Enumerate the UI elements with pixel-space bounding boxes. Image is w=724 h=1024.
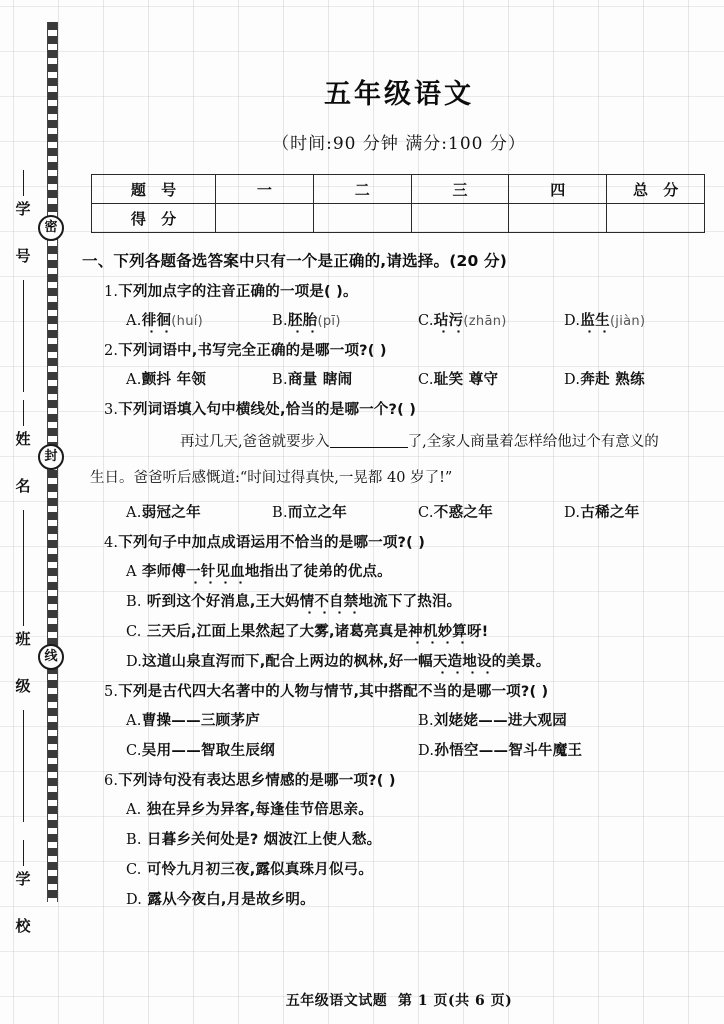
question-6-option-c[interactable]: [126, 858, 710, 879]
option-emphasis: 情不自禁: [299, 594, 359, 610]
option-text: 刘姥姥——进大观园: [433, 713, 568, 729]
page-title: 五年级语文: [324, 79, 474, 110]
question-4-option-c[interactable]: [126, 620, 710, 641]
question-1-number: 1.: [104, 284, 119, 300]
question-2: [82, 339, 710, 389]
score-cell-0[interactable]: [216, 204, 314, 233]
margin-rule: [23, 280, 24, 392]
option-label: B.: [272, 372, 288, 388]
question-6-stem: [104, 769, 710, 790]
option-text: 奔赴 熟练: [580, 372, 645, 388]
margin-rule: [23, 170, 24, 196]
question-5-options-row-2: [126, 739, 710, 760]
option-text-post: 的美景。: [491, 654, 551, 670]
score-table: [91, 174, 705, 233]
score-cell-3[interactable]: [509, 204, 607, 233]
footer-paper-name: 五年级语文试题: [285, 993, 388, 1009]
score-table-col-4: 总 分: [607, 175, 705, 204]
question-5-option-b[interactable]: [418, 709, 710, 730]
option-label: A: [126, 564, 137, 580]
question-1-text: 下列加点字的注音正确的一项是( )。: [118, 284, 358, 300]
footer-page-number: 第 1 页(共 6 页): [398, 993, 513, 1009]
table-row: [92, 175, 705, 204]
option-text: 颤抖 年领: [141, 372, 207, 388]
score-cell-2[interactable]: [411, 204, 509, 233]
option-text: 玷污: [433, 313, 464, 329]
questions-content: [82, 249, 710, 909]
margin-field-school: [2, 840, 44, 944]
option-text-post: 地指出了徒弟的优点。: [244, 564, 392, 580]
question-4-option-b[interactable]: [126, 590, 710, 611]
option-text-post: 呀!: [466, 624, 489, 640]
question-6-option-a[interactable]: [126, 798, 710, 819]
option-label: A.: [126, 802, 142, 818]
option-label: A.: [126, 505, 142, 521]
option-text: 商量 瞎闹: [287, 372, 353, 388]
option-pinyin: (zhān): [463, 314, 507, 329]
option-label: B.: [126, 594, 142, 610]
question-3-stem: [104, 398, 710, 419]
table-row: [92, 204, 705, 233]
question-3-passage-line-2: 生日。爸爸听后感慨道:“时间过得真快,一晃都 40 岁了!”: [90, 470, 453, 486]
option-label: A.: [126, 713, 142, 729]
option-emphasis: 一针见血: [186, 564, 245, 580]
option-text: 徘徊: [141, 313, 172, 329]
question-4-stem: [104, 531, 710, 552]
question-3: [82, 398, 710, 522]
option-text: 而立之年: [287, 505, 348, 521]
question-5-stem: [104, 680, 710, 701]
margin-field-student-id: [2, 170, 44, 392]
option-emphasis: 天造地设: [432, 654, 492, 670]
margin-label-name: 姓 名: [13, 431, 32, 500]
option-text-pre: 李师傅: [136, 564, 187, 580]
question-6: [82, 769, 710, 909]
passage-text-a: 再过几天,爸爸就要步入: [180, 434, 330, 450]
question-1-stem: [104, 280, 710, 301]
option-text: 可怜九月初三夜,露似真珠月似弓。: [141, 862, 374, 878]
section-heading: 一、下列各题备选答案中只有一个是正确的,请选择。(20 分): [82, 252, 508, 270]
question-1-option-a[interactable]: [126, 309, 272, 330]
option-text: 孙悟空——智斗牛魔王: [434, 743, 583, 759]
score-table-col-3: 四: [509, 175, 607, 204]
option-label: B.: [126, 832, 142, 848]
margin-rule: [23, 840, 24, 866]
question-5-option-c[interactable]: [126, 739, 418, 760]
question-5-text: 下列是古代四大名著中的人物与情节,其中搭配不当的是哪一项?( ): [118, 684, 549, 700]
option-label: D.: [126, 892, 143, 908]
option-label: D.: [564, 505, 581, 521]
margin-rule: [23, 400, 24, 426]
option-label: B.: [272, 505, 288, 521]
option-label: D.: [126, 654, 143, 670]
option-text-pre: 听到这个好消息,王大妈: [141, 594, 300, 610]
margin-field-name: [2, 400, 44, 622]
option-text: 曹操——三顾茅庐: [141, 713, 261, 729]
option-label: D.: [418, 743, 435, 759]
option-text: 弱冠之年: [141, 505, 201, 521]
question-4: [82, 531, 710, 671]
question-6-number: 6.: [104, 773, 119, 789]
question-1-option-c[interactable]: [418, 309, 564, 330]
question-4-number: 4.: [104, 535, 119, 551]
option-label: D.: [564, 372, 581, 388]
question-1-options: [126, 309, 710, 330]
option-label: B.: [418, 713, 434, 729]
question-5-option-a[interactable]: [126, 709, 418, 730]
score-table-row-label-0: 题 号: [92, 175, 216, 204]
option-label: A.: [126, 313, 142, 329]
score-cell-1[interactable]: [313, 204, 411, 233]
score-cell-4[interactable]: [607, 204, 705, 233]
question-6-option-b[interactable]: [126, 828, 710, 849]
option-text-post: 地流下了热泪。: [358, 594, 462, 610]
question-5-options-row-1: [126, 709, 710, 730]
question-4-text: 下列句子中加点成语运用不恰当的是哪一项?( ): [118, 535, 426, 551]
fill-in-blank[interactable]: [330, 447, 408, 448]
option-text: 吴用——智取生辰纲: [141, 743, 275, 759]
margin-label-class: 班 级: [13, 631, 32, 700]
score-table-col-1: 二: [313, 175, 411, 204]
option-label: C.: [126, 624, 142, 640]
question-6-text: 下列诗句没有表达思乡情感的是哪一项?( ): [118, 773, 396, 789]
question-3-passage-line-1: [126, 427, 710, 458]
question-3-number: 3.: [104, 402, 119, 418]
option-text: 日暮乡关何处是? 烟波江上使人愁。: [141, 832, 382, 848]
option-pinyin: (huí): [171, 314, 204, 329]
option-label: D.: [564, 313, 581, 329]
margin-label-student-id: 学 号: [13, 201, 32, 270]
question-2-options: [126, 368, 710, 389]
question-4-option-a[interactable]: [126, 560, 710, 581]
question-5: [82, 680, 710, 760]
question-5-number: 5.: [104, 684, 119, 700]
question-3-option-c[interactable]: [418, 501, 564, 522]
seal-mark-3: 线: [38, 644, 64, 670]
margin-rule: [23, 710, 24, 822]
question-2-stem: [104, 339, 710, 360]
option-emphasis: 神机妙算: [408, 624, 467, 640]
question-3-options: [126, 501, 710, 522]
question-3-text: 下列词语填入句中横线处,恰当的是哪一个?( ): [118, 402, 417, 418]
question-2-option-b[interactable]: [272, 368, 418, 389]
option-text: 露从今夜白,月是故乡明。: [142, 892, 315, 908]
margin-field-class: [2, 600, 44, 822]
option-text: 独在异乡为异客,每逢佳节倍思亲。: [141, 802, 373, 818]
passage-text-b: 了,全家人商量着怎样给他过个有意义的: [407, 434, 659, 450]
paper-subtitle: （时间:90 分钟 满分:100 分）: [272, 134, 526, 154]
option-label: C.: [418, 372, 434, 388]
option-text: 不惑之年: [433, 505, 493, 521]
option-label: C.: [126, 743, 142, 759]
exam-sheet: [74, 0, 724, 1024]
question-3-option-d[interactable]: [564, 501, 710, 522]
question-2-option-a[interactable]: [126, 368, 272, 389]
option-text-pre: 这道山泉直泻而下,配合上两边的枫林,好一幅: [142, 654, 433, 670]
question-6-option-d[interactable]: [126, 888, 710, 909]
option-pinyin: (pī): [317, 314, 341, 329]
seal-mark-2: 封: [38, 444, 64, 470]
page-footer: [74, 990, 724, 1010]
score-table-wrap: [91, 174, 705, 233]
question-1-option-d[interactable]: [564, 309, 710, 330]
question-1: [82, 280, 710, 330]
question-2-number: 2.: [104, 343, 119, 359]
option-label: C.: [126, 862, 142, 878]
option-text: 监生: [580, 313, 610, 329]
option-label: A.: [126, 372, 142, 388]
option-pinyin: (jiàn): [609, 314, 646, 329]
question-2-option-d[interactable]: [564, 368, 710, 389]
score-table-col-2: 三: [411, 175, 509, 204]
sealing-margin: [0, 0, 74, 1024]
question-4-option-d[interactable]: [126, 650, 710, 671]
question-2-text: 下列词语中,书写完全正确的是哪一项?( ): [118, 343, 387, 359]
question-5-option-d[interactable]: [418, 739, 710, 760]
margin-rule: [23, 600, 24, 626]
score-table-col-0: 一: [216, 175, 314, 204]
question-2-option-c[interactable]: [418, 368, 564, 389]
option-text: 古稀之年: [580, 505, 640, 521]
question-1-option-b[interactable]: [272, 309, 418, 330]
seal-mark-1: 密: [38, 215, 64, 241]
option-text-pre: 三天后,江面上果然起了大雾,诸葛亮真是: [141, 624, 409, 640]
option-text: 耻笑 尊守: [433, 372, 499, 388]
margin-label-school: 学 校: [13, 871, 32, 940]
score-table-row-label-1: 得 分: [92, 204, 216, 233]
question-3-option-b[interactable]: [272, 501, 418, 522]
question-3-option-a[interactable]: [126, 501, 272, 522]
option-label: C.: [418, 313, 434, 329]
option-text: 胚胎: [287, 313, 318, 329]
option-label: C.: [418, 505, 434, 521]
option-label: B.: [272, 313, 288, 329]
